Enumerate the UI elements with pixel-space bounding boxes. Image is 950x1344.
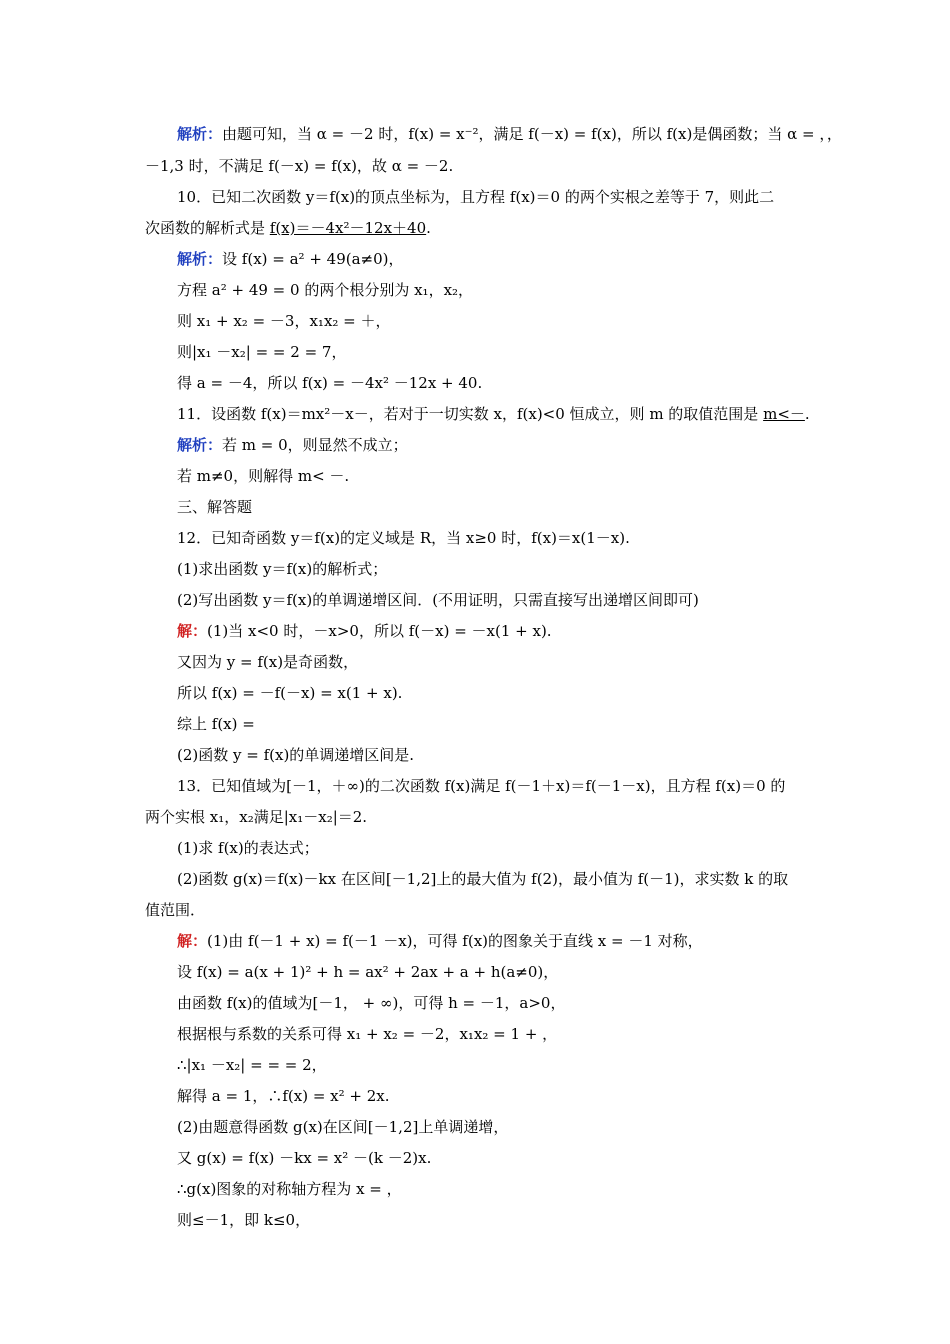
line-text: 11．设函数 f(x)＝mx²－x－，若对于一切实数 x，f(x)<0 恒成立，则 m 的取值范围是 (177, 405, 764, 423)
solution-13-line-10 (177, 1210, 842, 1230)
solution-13-line-5 (177, 1055, 842, 1075)
line-text: 综上 f(x) = (177, 715, 255, 733)
solution-13-line-7 (177, 1117, 842, 1137)
line-text: 方程 a² + 49 = 0 的两个根分别为 x₁，x₂， (177, 281, 474, 299)
solution-13-line-3 (177, 993, 842, 1013)
analysis-10-line-2 (177, 280, 842, 300)
analysis-11-line-2 (177, 466, 842, 486)
analysis-9-line-2 (145, 156, 810, 176)
question-13-part-1 (177, 838, 842, 858)
line-text: 12．已知奇函数 y＝f(x)的定义域是 R，当 x≥0 时，f(x)＝x(1－x). (177, 529, 630, 547)
question-13-line-1 (177, 776, 842, 796)
analysis-10-line-1 (177, 249, 842, 269)
question-13-line-2 (145, 807, 810, 827)
line-text: 设 f(x) = a² + 49(a≠0)， (222, 250, 404, 268)
line-text: 次函数的解析式是 (145, 219, 270, 237)
analysis-11-line-1 (177, 435, 842, 455)
line-text: 则 x₁ + x₂ = －3，x₁x₂ = ＋， (177, 312, 391, 330)
line-text: . (804, 405, 810, 423)
line-text: 10．已知二次函数 y＝f(x)的顶点坐标为，且方程 f(x)＝0 的两个实根之差等于 7，则此二 (177, 188, 775, 206)
line-text: (2)函数 y = f(x)的单调递增区间是. (177, 746, 415, 764)
line-text: 若 m = 0，则显然不成立； (222, 436, 408, 454)
solution-label: 解： (177, 932, 208, 950)
line-text: 又因为 y = f(x)是奇函数， (177, 653, 359, 671)
line-text: (2)由题意得函数 g(x)在区间[－1,2]上单调递增， (177, 1118, 509, 1136)
question-10-line-2 (145, 218, 810, 238)
line-text: 又 g(x) = f(x) －kx = x² －(k －2)x. (177, 1149, 432, 1167)
line-text: (2)写出函数 y＝f(x)的单调递增区间．(不用证明，只需直接写出递增区间即可) (177, 591, 699, 609)
line-text: ∴g(x)图象的对称轴方程为 x = ， (177, 1180, 402, 1198)
line-text: 值范围． (145, 901, 206, 919)
line-text: 由函数 f(x)的值域为[－1， + ∞)，可得 h = －1，a>0， (177, 994, 566, 1012)
analysis-10-line-4 (177, 342, 842, 362)
solution-13-line-6 (177, 1086, 842, 1106)
line-text: 则|x₁ －x₂| = = 2 = 7， (177, 343, 347, 361)
solution-13-line-1 (177, 931, 842, 951)
line-text: (1)求 f(x)的表达式； (177, 839, 319, 857)
solution-13-line-8 (177, 1148, 842, 1168)
line-text: 设 f(x) = a(x + 1)² + h = ax² + 2ax + a + h(a≠0)， (177, 963, 559, 981)
line-text: (1)求出函数 y＝f(x)的解析式； (177, 560, 388, 578)
line-text: 若 m≠0，则解得 m< －. (177, 467, 350, 485)
question-10-line-1 (177, 187, 842, 207)
solution-12-line-1 (177, 621, 842, 641)
line-text: 13．已知值域为[－1，＋∞)的二次函数 f(x)满足 f(－1＋x)＝f(－1－x)，且方程 f(x)＝0 的 (177, 777, 786, 795)
solution-13-line-2 (177, 962, 842, 982)
analysis-label: 解析： (177, 436, 223, 454)
question-12-part-2 (177, 590, 842, 610)
line-text: 根据根与系数的关系可得 x₁ + x₂ = －2，x₁x₂ = 1 + ， (177, 1025, 558, 1043)
line-text: . (426, 219, 431, 237)
question-12-stem (177, 528, 842, 548)
solution-12-line-5 (177, 745, 842, 765)
line-text: ∴|x₁ －x₂| = = = 2， (177, 1056, 327, 1074)
section-heading (177, 497, 842, 517)
solution-12-line-3 (177, 683, 842, 703)
section-title: 三、解答题 (177, 498, 253, 516)
line-text: 所以 f(x) = －f(－x) = x(1 + x). (177, 684, 403, 702)
answer-blank: m<－ (763, 405, 805, 423)
line-text: －1,3 时，不满足 f(－x) = f(x)，故 α = －2. (145, 157, 454, 175)
solution-12-line-4 (177, 714, 842, 734)
line-text: 则≤－1，即 k≤0， (177, 1211, 311, 1229)
line-text: (1)当 x<0 时，－x>0，所以 f(－x) = －x(1 + x). (207, 622, 552, 640)
analysis-label: 解析： (177, 125, 223, 143)
line-text: 由题可知，当 α = －2 时，f(x) = x⁻²，满足 f(－x) = f(x)，所以 f(x)是偶函数；当 α = ，， (222, 125, 842, 143)
line-text: (2)函数 g(x)＝f(x)－kx 在区间[－1,2]上的最大值为 f(2)，最小值为 f(－1)，求实数 k 的取 (177, 870, 789, 888)
analysis-9-line-1 (177, 124, 842, 144)
solution-12-line-2 (177, 652, 842, 672)
solution-label: 解： (177, 622, 208, 640)
question-13-part-2-cont (145, 900, 810, 920)
line-text: 得 a = －4，所以 f(x) = －4x² －12x + 40. (177, 374, 483, 392)
line-text: 解得 a = 1，∴f(x) = x² + 2x. (177, 1087, 390, 1105)
solution-13-line-9 (177, 1179, 842, 1199)
question-12-part-1 (177, 559, 842, 579)
line-text: 两个实根 x₁，x₂满足|x₁－x₂|＝2. (145, 808, 368, 826)
question-11 (177, 404, 842, 424)
analysis-label: 解析： (177, 250, 223, 268)
question-13-part-2 (177, 869, 842, 889)
analysis-10-line-3 (177, 311, 842, 331)
answer-blank: f(x)＝－4x²－12x＋40 (269, 219, 427, 237)
analysis-10-line-5 (177, 373, 842, 393)
line-text: (1)由 f(－1 + x) = f(－1 －x)，可得 f(x)的图象关于直线 x = －1 对称， (207, 932, 703, 950)
solution-13-line-4 (177, 1024, 842, 1044)
